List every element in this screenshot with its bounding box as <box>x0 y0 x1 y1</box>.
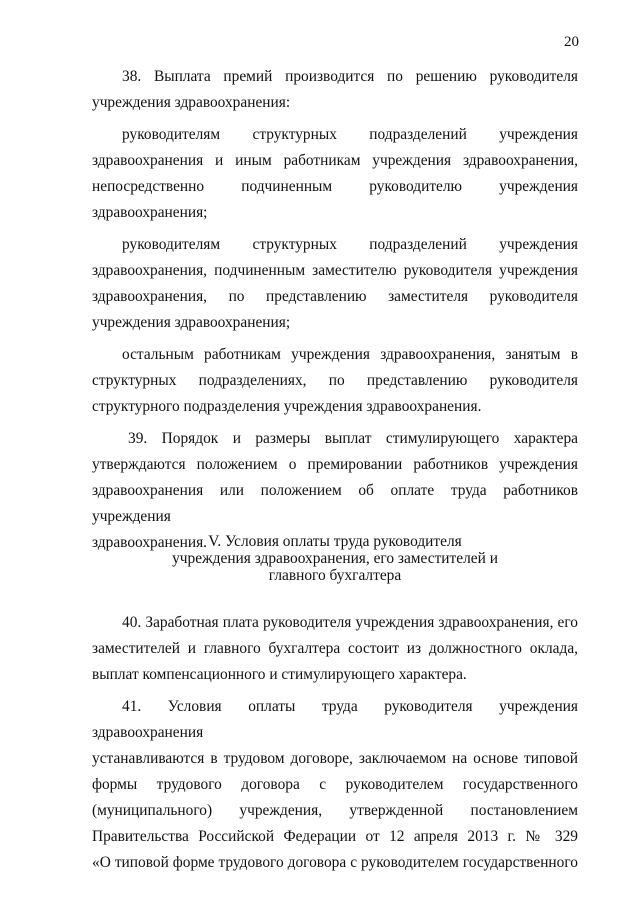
text-block-upper <box>92 64 578 556</box>
paragraph-41 <box>92 694 578 876</box>
paragraph-38 <box>92 64 578 116</box>
text-line: утверждаются положением о премировании работников учреждения <box>92 456 578 473</box>
text-line: заместителей и главного бухгалтера состоит из должностного оклада, <box>92 640 578 657</box>
text-line: устанавливаются в трудовом договоре, заключаемом на основе типовой <box>92 750 578 767</box>
paragraph-40 <box>92 610 578 688</box>
text-line: 39. Порядок и размеры выплат стимулирующего характера <box>128 430 578 447</box>
text-line: 41. Условия оплаты труда руководителя учреждения здравоохранения <box>92 698 578 741</box>
page-number: 20 <box>564 34 579 50</box>
text-line: Правительства Российской Федерации от 12 апреля 2013 г. № 329 <box>92 828 578 845</box>
heading-line: учреждения здравоохранения, его заместителей и <box>172 550 498 567</box>
text-line: структурного подразделения учреждения здравоохранения. <box>92 398 482 415</box>
text-line: руководителям структурных подразделений учреждения <box>122 126 578 143</box>
text-line: здравоохранения. <box>92 534 208 551</box>
text-line: 40. Заработная плата руководителя учреждения здравоохранения, его <box>122 614 578 631</box>
text-block-lower <box>92 610 578 876</box>
text-line: 38. Выплата премий производится по решению руководителя <box>122 68 578 85</box>
text-line: здравоохранения, по представлению заместителя руководителя <box>92 288 578 305</box>
heading-line: V. Условия оплаты труда руководителя <box>208 533 462 550</box>
text-line: здравоохранения или положением об оплате труда работников учреждения <box>92 482 578 525</box>
text-line: учреждения здравоохранения; <box>92 314 291 331</box>
heading-line: главного бухгалтера <box>268 567 402 584</box>
list-item-2 <box>92 232 578 336</box>
text-line: выплат компенсационного и стимулирующего характера. <box>92 666 467 683</box>
text-line: непосредственно подчиненным руководителю учреждения <box>92 178 578 195</box>
text-line: формы трудового договора с руководителем государственного <box>92 776 578 793</box>
text-line: здравоохранения; <box>92 204 208 221</box>
text-line: «О типовой форме трудового договора с руководителем государственного <box>92 854 578 871</box>
text-line: остальным работникам учреждения здравоохранения, занятым в <box>122 346 578 363</box>
text-line: руководителям структурных подразделений учреждения <box>122 236 578 253</box>
section-heading <box>92 533 578 584</box>
text-line: здравоохранения, подчиненным заместителю руководителя учреждения <box>92 262 578 279</box>
list-item-3 <box>92 342 578 420</box>
text-line: структурных подразделениях, по представлению руководителя <box>92 372 578 389</box>
text-line: здравоохранения и иным работникам учреждения здравоохранения, <box>92 152 578 169</box>
list-item-1 <box>92 122 578 226</box>
text-line: (муниципального) учреждения, утвержденной постановлением <box>92 802 578 819</box>
text-line: учреждения здравоохранения: <box>92 94 291 111</box>
